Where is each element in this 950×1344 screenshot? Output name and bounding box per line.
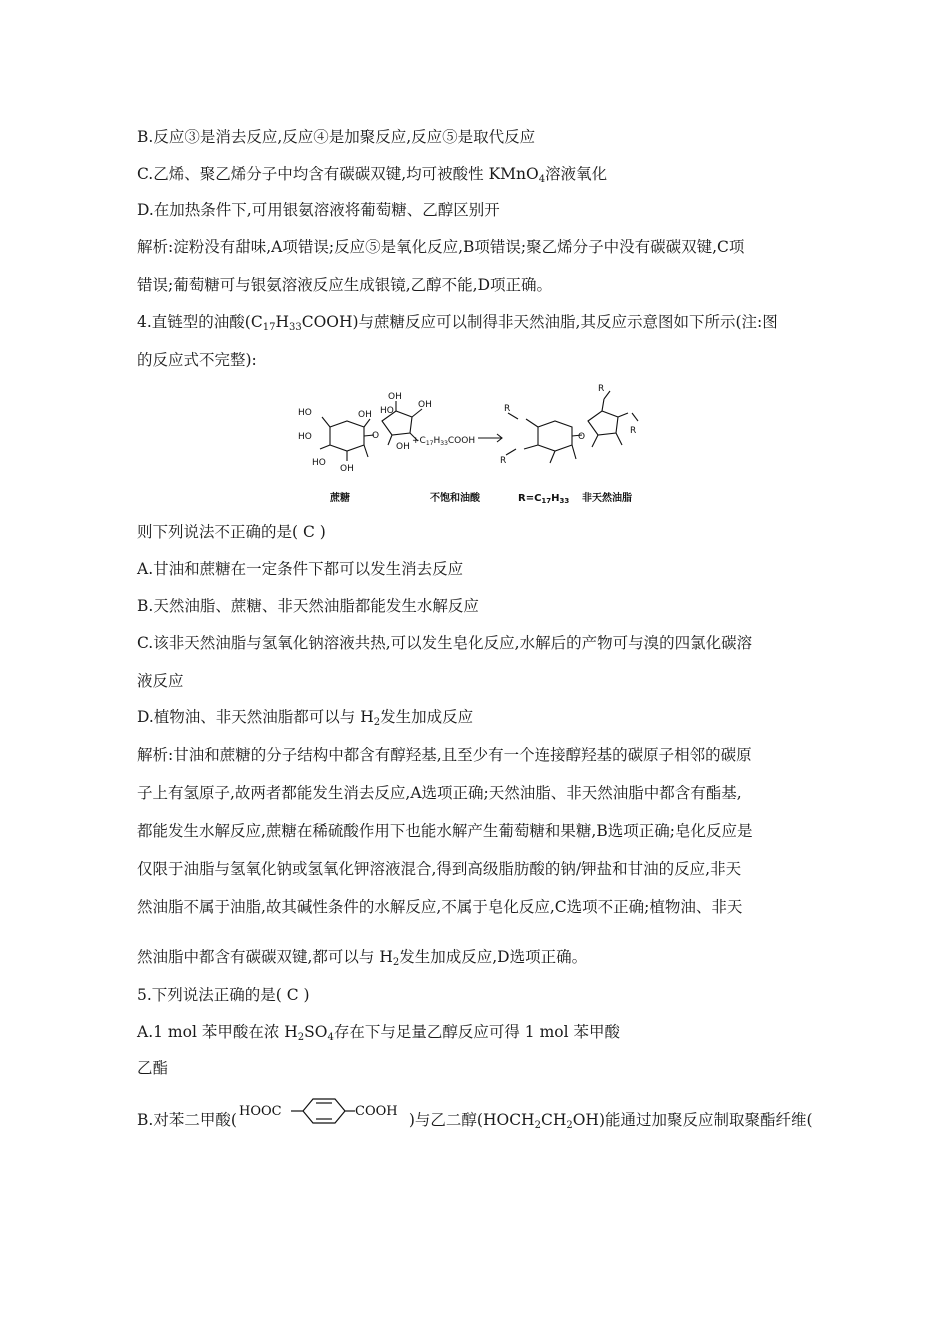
q5-option-a-cont: 乙酯	[137, 1059, 169, 1077]
terephthalic-right-group: COOH	[354, 1104, 398, 1119]
diagram-o-1: O	[372, 431, 380, 441]
option-d-prev: D.在加热条件下,可用银氨溶液将葡萄糖、乙醇区别开	[137, 201, 500, 219]
analysis-line-4: 仅限于油脂与氢氧化钠或氢氧化钾溶液混合,得到高级脂肪酸的钠/钾盐和甘油的反应,非天	[137, 860, 742, 878]
option-c-prev: C.乙烯、聚乙烯分子中均含有碳碳双键,均可被酸性 KMnO$_4$溶液氧化	[137, 165, 608, 185]
analysis-line-5: 然油脂不属于油脂,故其碱性条件的水解反应,不属于皂化反应,C选项不正确;植物油、非天	[137, 898, 743, 916]
analysis-line-1: 解析:甘油和蔗糖的分子结构中都含有醇羟基,且至少有一个连接醇羟基的碳原子相邻的碳原	[137, 746, 752, 764]
label-unsaturated-acid: 不饱和油酸	[430, 493, 480, 504]
option-d: D.植物油、非天然油脂都可以与 $H_2$发生加成反应	[137, 708, 474, 728]
diagram-ho-2: HO	[298, 432, 312, 442]
diagram-oh-1: OH	[340, 464, 354, 474]
diagram-r-4: R	[630, 426, 637, 436]
question-4-stem-cont: 的反应式不完整):	[137, 351, 257, 369]
diagram-r-2: R	[500, 456, 507, 466]
analysis-line-3: 都能发生水解反应,蔗糖在稀硫酸作用下也能水解产生葡萄糖和果糖,B选项正确;皂化反应是	[137, 822, 753, 840]
diagram-r-1: R	[504, 404, 511, 414]
diagram-r-3: R	[598, 384, 605, 394]
terephthalic-acid-structure	[237, 1103, 409, 1133]
diagram-ho-1: HO	[298, 408, 312, 418]
q5-option-a: A.1 mol 苯甲酸在浓 $H_2SO_4$存在下与足量乙醇反应可得 1 mol 苯甲酸	[137, 1023, 620, 1043]
diagram-oh-3: OH	[388, 392, 402, 402]
diagram-oh-2: OH	[358, 410, 372, 420]
label-non-natural-fat: 非天然油脂	[582, 493, 632, 504]
analysis-line-6: 然油脂中都含有碳碳双键,都可以与 $H_2$发生加成反应,D选项正确。	[137, 948, 588, 968]
question-5-prompt: 5.下列说法正确的是( C )	[137, 986, 310, 1004]
option-b: B.天然油脂、蔗糖、非天然油脂都能发生水解反应	[137, 597, 479, 615]
question-4-prompt: 则下列说法不正确的是( C )	[137, 523, 326, 541]
diagram-oh-4: OH	[418, 400, 432, 410]
analysis-prev-2: 错误;葡萄糖可与银氨溶液反应生成银镜,乙醇不能,D项正确。	[137, 276, 553, 294]
option-c: C.该非天然油脂与氢氧化钠溶液共热,可以发生皂化反应,水解后的产物可与溴的四氯化碳溶	[137, 634, 753, 652]
diagram-o-2: O	[578, 432, 586, 442]
label-sucrose: 蔗糖	[330, 493, 350, 504]
question-4-stem: 4.直链型的油酸$(C_{17}H_{33}COOH)$与蔗糖反应可以制得非天然油脂,其反应示意图如下所示(注:图	[137, 313, 778, 333]
option-c-cont: 液反应	[137, 672, 184, 690]
analysis-line-2: 子上有氢原子,故两者都能发生消去反应,A选项正确;天然油脂、非天然油脂中都含有酯基,	[137, 784, 742, 802]
label-r-definition: $R=C_{17}H_{33}$	[518, 493, 570, 505]
option-a: A.甘油和蔗糖在一定条件下都可以发生消去反应	[137, 560, 464, 578]
diagram-oh-5: OH	[396, 442, 410, 452]
diagram-ho-3: HO	[312, 458, 326, 468]
analysis-prev-1: 解析:淀粉没有甜味,A项错误;反应⑤是氧化反应,B项错误;聚乙烯分子中没有碳碳双键,C项	[137, 238, 745, 256]
q5-option-b: B.对苯二甲酸( HOOC COOH )与乙二醇$(HOCH_2CH_2OH)$能通过加聚反应制取聚酯纤维(	[137, 1103, 813, 1136]
reaction-diagram	[292, 383, 642, 513]
option-b-prev: B.反应③是消去反应,反应④是加聚反应,反应⑤是取代反应	[137, 128, 536, 146]
diagram-acid-formula: $+C_{17}H_{33}COOH$	[412, 436, 476, 447]
diagram-ho-4: HO	[380, 406, 394, 416]
terephthalic-left-group: HOOC	[238, 1104, 282, 1119]
